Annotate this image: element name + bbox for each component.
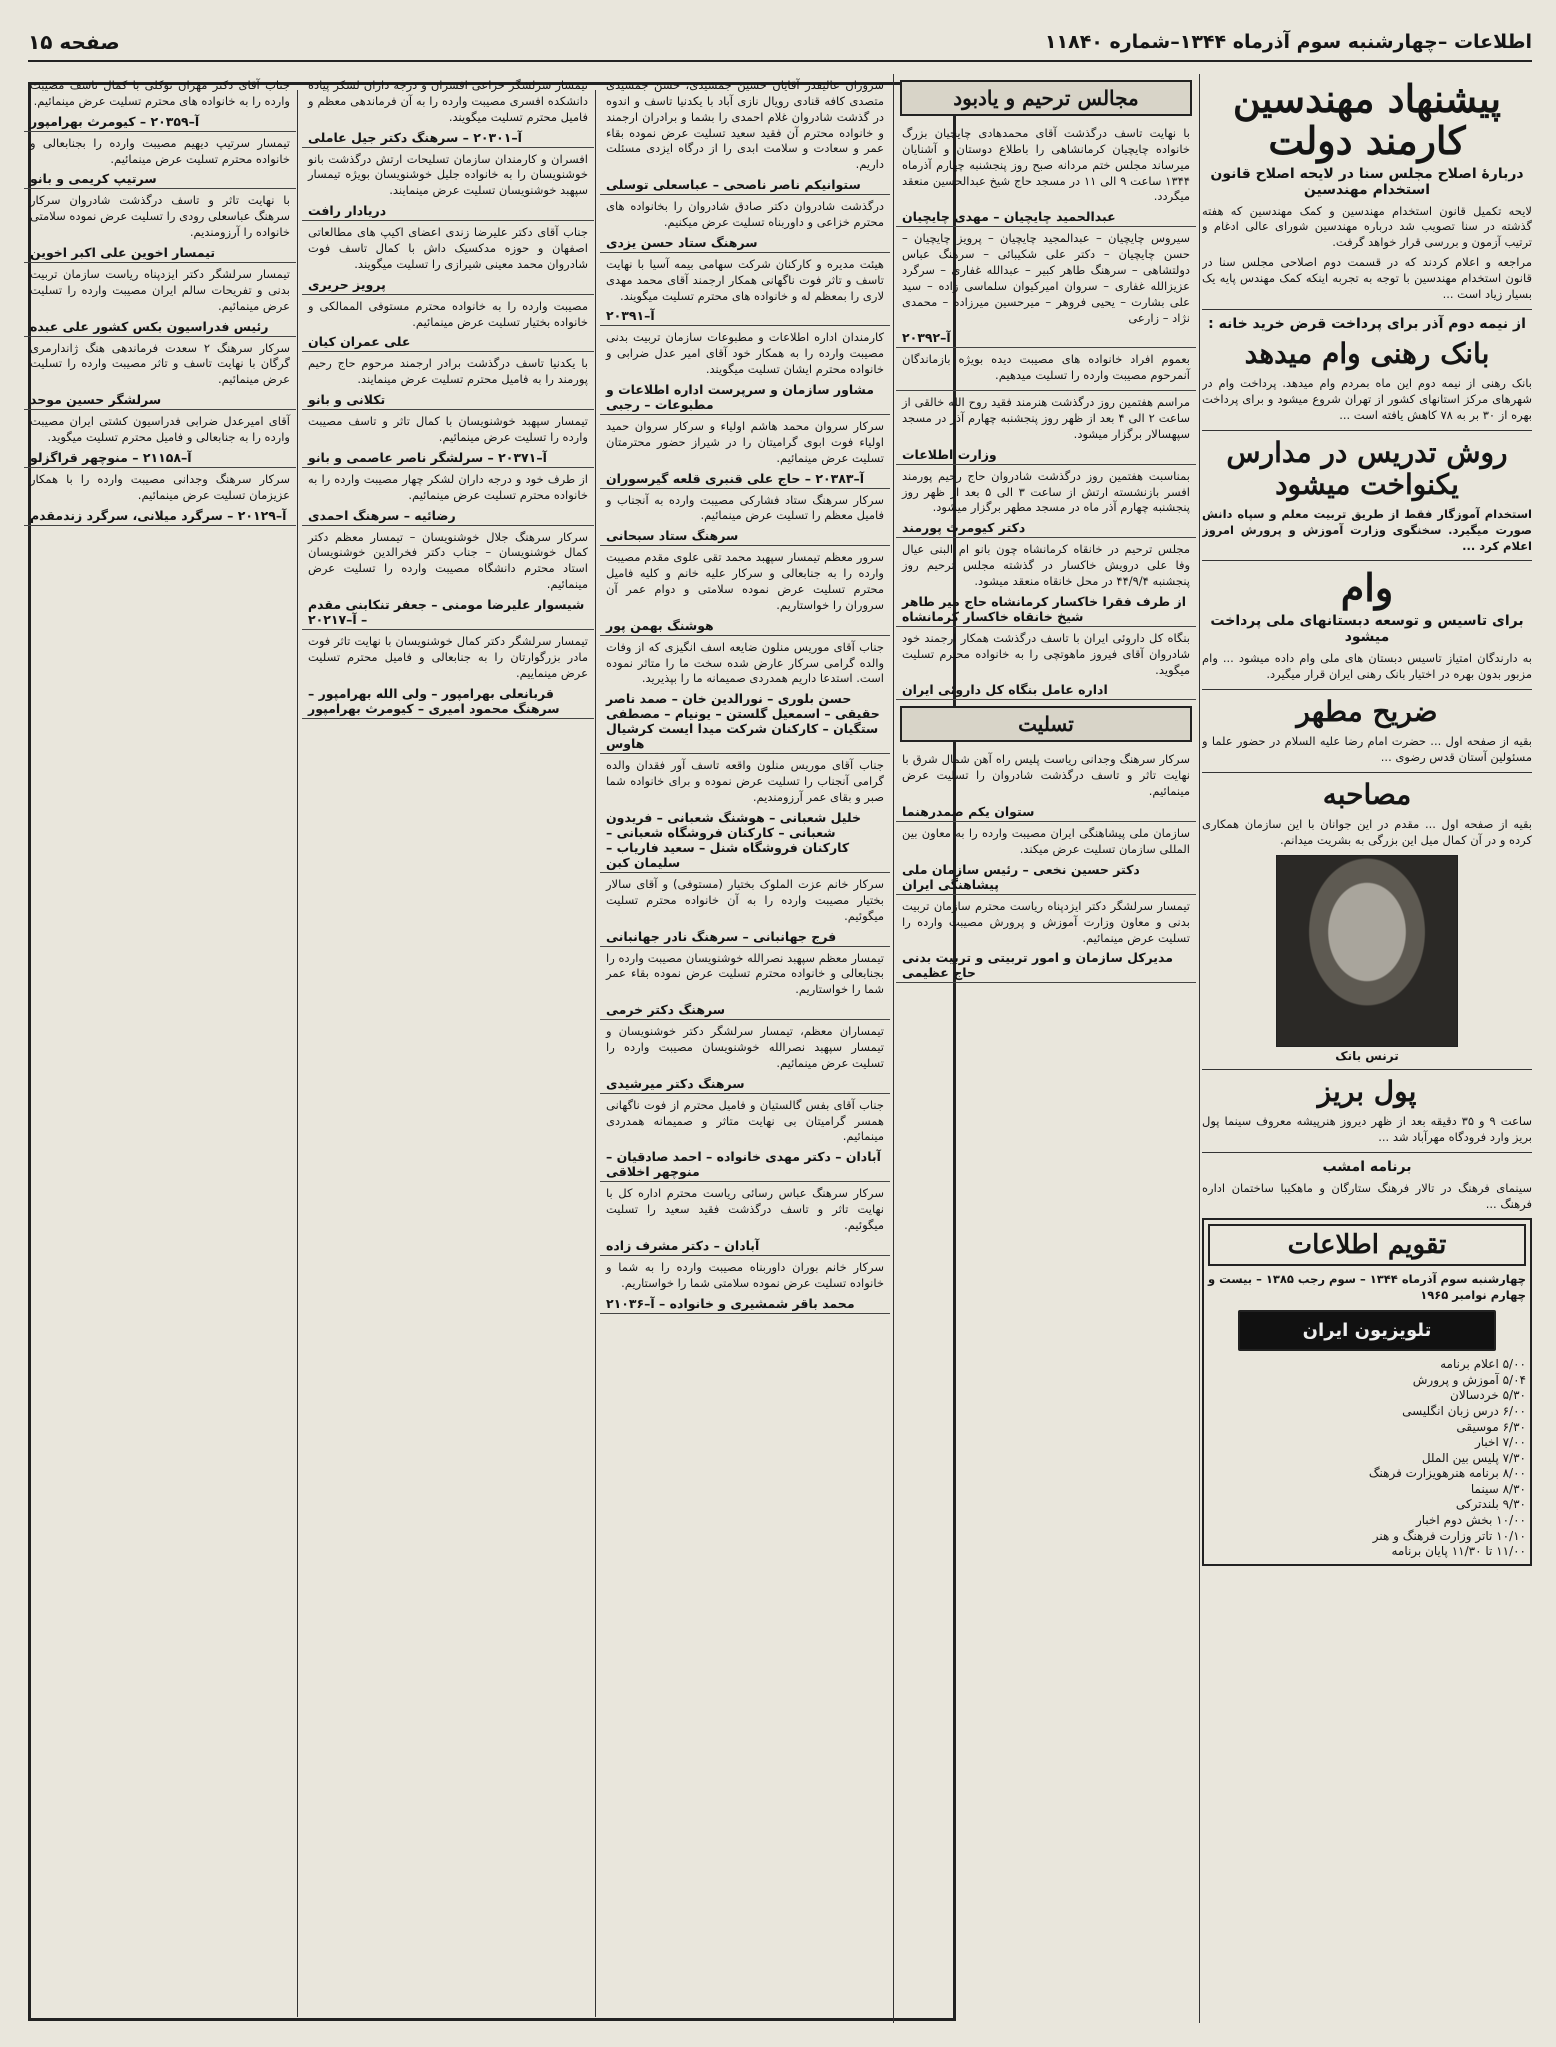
notice-text: سرور معظم تیمسار سپهبد محمد تقی علوی مقدم مصیبت وارده را به جنابعالی و سرکار علیه خانم و کلیه فامیل محترم تسلیت عرض نموده سلامتی و دوام عمر آن سروران را خواستاریم. <box>606 550 884 612</box>
notice-text: سرکار سرهنگ عباس رسائی ریاست محترم اداره کل با نهایت تاثر و تاسف درگذشت فقید سعید را تسلیت میگوئیم. <box>606 1186 884 1232</box>
notice <box>600 326 890 415</box>
schedule-row: ۷/۰۰ اخبار <box>1474 1435 1526 1450</box>
divider <box>1202 1152 1532 1153</box>
notice-signature: سرهنگ ستاد حسن یزدی <box>606 234 758 250</box>
notice-signature: ستوانیکم ناصر ناصحی – عباسعلی توسلی <box>606 177 861 193</box>
bank-kicker: از نیمه دوم آذر برای پرداخت قرض خرید خانه : <box>1208 315 1526 332</box>
notice-text: سازمان ملی پیشاهنگی ایران مصیبت وارده را به معاون بین المللی سازمان تسلیت عرض میکند. <box>902 826 1190 856</box>
notice-signature: آ–۲۰۳۷۱ – سرلشگر ناصر عاصمی و بانو <box>308 449 547 465</box>
notice-text: جناب آقای دکتر علیرضا زندی اعضای اکیپ های مطالعاتی اصفهان و حوزه مدکسیک داش با کمال تاسف فوت شادروان محمد معینی شیرازی را تسلیت میگویند. <box>308 225 588 271</box>
schedule-row: ۱۰/۱۰ تاتر وزارت فرهنگ و هنر <box>1372 1528 1526 1543</box>
notice-text: با یکدنیا تاسف درگذشت برادر ارجمند مرحوم حاج رحیم پورمند را به فامیل محترم تسلیت عرض مینمایند. <box>308 356 588 387</box>
notice <box>302 221 594 295</box>
notice-text: سرکار خانم بوران داوربناه مصیبت وارده را به شما و خانواده تسلیت عرض نموده سلامتی شما را خواستاریم. <box>606 1259 884 1290</box>
notice <box>24 410 296 468</box>
notice <box>896 348 1196 391</box>
notice-signature: حسن بلوری – نورالدین خان – صمد ناصر حقیقی – اسمعیل گلستن – یونیام – مصطفی ستگیان – کارکنان شرکت میدا ایست کرشیال هاوس <box>606 691 880 752</box>
shrine-paragraph: بقیه از صفحه اول ... حضرت امام رضا علیه السلام در حضور علما و مسئولین آستان قدس رضوی ... <box>1202 734 1532 765</box>
notice-text: تیمسار سرلشگر دکتر ایزدپناه ریاست سازمان تربیت بدنی و تفریحات سالم ایران مصیبت وارده را تسلیت عرض مینمائیم. <box>30 267 290 313</box>
notice-signature: دکتر حسین نخعی – رئیس سازمان ملی پیشاهنگی ایران <box>902 861 1140 892</box>
bank-paragraph: بانک رهنی از نیمه دوم این ماه بمردم وام میدهد. پرداخت وام در شهرهای مرکز استانهای کشور از تهران شروع میشود و برای پرداخت بهره از ۳۰ بر به ۷۸ کاهش یافته است ... <box>1202 375 1532 422</box>
bank-headline: بانک رهنی وام میدهد <box>1244 336 1490 370</box>
notice <box>24 74 296 132</box>
notice <box>896 627 1196 701</box>
notice-signature: آ–۲۰۱۲۹ – سرگرد میلانی، سرگرد زندمقدم <box>30 507 287 523</box>
notice-text: مصیبت وارده را به خانواده محترم مستوفی الممالکی و خانواده بختیار تسلیت عرض مینمائیم. <box>308 298 588 329</box>
notice-text: جناب آقای موریس منلون واقعه تاسف آور فقدان والده گرامی آنجناب را تسلیت عرض نموده و برای خانواده شما صبر و بقای عمر آرزومندیم. <box>606 758 884 805</box>
notice <box>600 1182 890 1256</box>
photo-caption: ترنس بانک <box>1335 1048 1399 1063</box>
notice-signature: هوشنگ بهمن پور <box>606 617 714 633</box>
notice-signature: اداره عامل بنگاه کل داروئی ایران <box>902 682 1108 698</box>
notice-text: سروران عالیقدر آقایان حسین جمشیدی، حسن جمشیدی متصدی کافه قنادی رویال نازی آباد با یکدنیا تاسف و اندوه در گذشت شادروان غلام احمدی را بشما و برادران ارجمند و خانواده محترم آن فقید سعید تسلیت عرض نموده بقاء عمر و سعادت و سلامت ابدی را از درگاه ایزدی مسئلت داریم. <box>606 78 884 172</box>
notice-signature: مشاور سازمان و سرپرست اداره اطلاعات و مطبوعات – رجبی <box>606 382 875 413</box>
notice <box>24 468 296 526</box>
notice-text: درگذشت شادروان دکتر صادق شادروان را بخانواده های محترم خزاعی و داوربناه تسلیت عرض میکنیم. <box>606 199 884 230</box>
notice-signature: تیمسار اخوین علی اکبر اخوین <box>30 245 216 261</box>
notice <box>600 253 890 327</box>
column-rule <box>1199 74 1200 2023</box>
notice <box>600 947 890 1021</box>
schedule-row: ۶/۰۰ درس زبان انگلیسی <box>1402 1403 1526 1418</box>
notice <box>600 415 890 489</box>
memorial-notices <box>896 122 1196 700</box>
notice-signature: پرویز حریری <box>308 276 386 292</box>
schedule-row: ۵/۰۴ آموزش و پرورش <box>1412 1372 1526 1387</box>
condolence-notices <box>896 748 1196 983</box>
notice <box>302 630 594 719</box>
notice <box>896 538 1196 627</box>
notice-text: سرکار سرهنگ وجدانی مصیبت وارده را با همکار عزیزمان تسلیت عرض مینمائیم. <box>30 471 290 502</box>
notice-text: جناب آقای دکتر مهران توکلی با کمال تاسف مصیبت وارده را به خانواده های محترم تسلیت عرض مینمائیم. <box>30 78 290 108</box>
notice-text: هیئت مدیره و کارکنان شرکت سهامی بیمه آسیا با نهایت تاسف و تاثر فوت ناگهانی همکار ارجمند آقای محمد مهدی لاری را بمعظم له و خانواده های محترم تسلیت میگویند. <box>606 256 884 303</box>
notice-signature: سرهنگ دکتر خرمی <box>606 1002 726 1018</box>
notice-signature: عبدالحمید چایچیان – مهدی چایچیان <box>902 209 1116 225</box>
column-rule <box>893 74 894 2023</box>
notice-text: جناب آقای بفس گالستیان و فامیل محترم از فوت ناگهانی همسر گرامیتان بی نهایت متاثر و صمیمانه همدردی مینمائیم. <box>606 1097 884 1144</box>
interview-paragraph: بقیه از صفحه اول ... مقدم در این جوانان با این سازمان همکاری کرده و در آن کمال میل این بزرگی به بشریت میدانم. <box>1202 817 1532 847</box>
notice <box>896 122 1196 227</box>
schedule-row: ۸/۳۰ سینما <box>1470 1481 1526 1496</box>
notice-text: بنگاه کل داروئی ایران با تاسف درگذشت همکار ارجمند خود شادروان آقای فیروز ماهوتچی را به خانواده محترم تسلیت میگوید. <box>902 630 1190 677</box>
notice <box>600 754 890 873</box>
paul-headline: پول بریز <box>1317 1074 1417 1108</box>
notice-text: سرکار خانم عزت الملوک بختیار (مستوفی) و آقای سالار بختیار مصیبت وارده را به آن خانواده محترم تسلیت میگوئیم. <box>606 876 884 923</box>
notice <box>600 1020 890 1094</box>
calendar-title: تقویم اطلاعات <box>1208 1224 1526 1266</box>
notice-signature: آبادان – دکتر مهدی خانواده – احمد صادقیان – منوچهر اخلاقی <box>606 1149 881 1180</box>
schedule-row: ۷/۳۰ پلیس بین الملل <box>1421 1450 1526 1465</box>
notice-signature: وزارت اطلاعات <box>902 446 997 462</box>
notice <box>302 295 594 353</box>
notice-signature: مدیرکل سازمان و امور تربیتی و تربیت بدنی حاج عظیمی <box>902 950 1173 981</box>
notice <box>600 636 890 755</box>
schedule-row: ۶/۳۰ موسیقی <box>1456 1419 1526 1434</box>
loan-headline: وام <box>1340 565 1394 611</box>
column-rule <box>595 90 596 2017</box>
teaching-paragraph: استخدام آموزگار فقط از طریق تربیت معلم و سپاه دانش صورت میگیرد. سخنگوی وزارت آموزش و پرورش امروز اعلام کرد ... <box>1202 506 1532 553</box>
column-rule <box>297 90 298 2017</box>
notice-text: با نهایت تاثر و تاسف درگذشت شادروان سرکار سرهنگ عباسعلی رودی را تسلیت عرض نموده سلامتی خانواده را آرزومندیم. <box>30 193 290 240</box>
divider <box>1202 772 1532 773</box>
divider <box>1202 309 1532 310</box>
condolence-notices <box>302 74 594 719</box>
notice-text: تیمسار سپهبد خوشنویسان با کمال تاثر و تاسف مصیبت وارده را تسلیت عرض مینمائیم. <box>308 414 588 445</box>
page-header <box>28 24 1532 62</box>
notice-text: با نهایت تاسف درگذشت آقای محمدهادی چایچیان بزرگ خانواده چایچیان کرمانشاهی را باطلاع دوستان و آشنایان میرساند مجلس ختم مردانه صبح روز پنجشنبه چهارم آذرماه ۱۳۴۴ ساعت ۹ الی ۱۱ در مسجد حاج شیخ عبدالحسین منعقد میگردد. <box>902 126 1190 204</box>
notice-signature: آ–۲۰۳۹۲ <box>902 330 951 346</box>
notice-signature: آ–۲۰۳۵۹ – کیومرث بهرامپور <box>30 113 200 129</box>
notice-signature: سرهنگ دکتر میرشیدی <box>606 1075 745 1091</box>
notice <box>896 895 1196 984</box>
condolence-column-a <box>600 74 890 2023</box>
notice-signature: خلیل شعبانی – هوشنگ شعبانی – فریدون شعبانی – کارکنان فروشگاه شعبانی – کارکنان فروشگاه شنل – سعید فاریاب – سلیمان کبن <box>606 809 861 870</box>
paul-paragraph: ساعت ۹ و ۳۵ دقیقه بعد از ظهر دیروز هنرپیشه معروف سینما پول بریز وارد فرودگاه مهرآباد شد ... <box>1202 1113 1532 1144</box>
notice <box>600 873 890 947</box>
engineers-subhead: دربارهٔ اصلاح مجلس سنا در لایحه اصلاح قانون استخدام مهندسین <box>1210 165 1524 198</box>
notice-text: تیمسار سرلشگر خزاعی افسران و درجه داران لشکر پیاده دانشکده افسری مصیبت وارده را به آن فرماندهی معظم و فامیل محترم تسلیت میگویند. <box>308 78 588 124</box>
notice-text: تیمسار سرلشگر دکتر ایزدپناه ریاست محترم سازمان تربیت بدنی و معاون وزارت آموزش و پرورش مصیبت وارده را تسلیت عرض مینمائیم. <box>902 898 1190 945</box>
notice-signature: شیسوار علیرضا مومنی – جعفر تنکابنی مقدم – آ–۲۰۲۱۷ <box>308 597 585 628</box>
engineers-paragraph: مراجعه و اعلام کردند که در قسمت دوم اصلاحی مجلس سنا در قانون استخدام مهندسین با توجه به تجربه اینکه کمک مهندس پایه یک بسیار زیاد است ... <box>1202 255 1532 301</box>
notice <box>600 195 890 253</box>
notice-text: سرکار سروان محمد هاشم اولیاء و سرکار سروان حمید اولیاء فوت ابوی گرامیتان را در شیراز حضور محترمتان تسلیت عرض مینمائیم. <box>606 419 884 465</box>
shrine-headline: ضریح مطهر <box>1296 694 1438 728</box>
schedule-row: ۹/۳۰ بلندترکی <box>1455 1497 1526 1512</box>
header-page-number: صفحه ۱۵ <box>28 30 120 54</box>
schedule-row: ۵/۳۰ خردسالان <box>1450 1388 1526 1403</box>
memorial-banner: مجالس ترحیم و یادبود <box>900 80 1192 116</box>
notice-text: تیمسار معظم سپهبد نصرالله خوشنویسان مصیبت وارده را بجنابعالی و خانواده محترم تسلیت عرض نموده بقاء عمر شما را خواستاریم. <box>606 950 884 997</box>
calendar-paragraph: چهارشنبه سوم آذرماه ۱۳۴۴ – سوم رجب ۱۳۸۵ – بیست و چهارم نوامبر ۱۹۶۵ <box>1208 1272 1526 1303</box>
notice-signature: دکتر کیومرث پورمند <box>902 520 1026 536</box>
divider <box>1202 560 1532 561</box>
notice-text: تیمسار سرلشگر دکتر کمال خوشنویسان با نهایت تاثر فوت مادر بزرگوارتان را به جنابعالی و فامیل محترم تسلیت عرض مینماییم. <box>308 634 588 680</box>
tv-schedule <box>1208 1357 1526 1560</box>
program-paragraph: سینمای فرهنگ در تالار فرهنگ ستارگان و ماهکیبا ساختمان اداره فرهنگ ... <box>1202 1180 1532 1211</box>
notice-signature: از طرف فقرا خاکسار کرمانشاه حاج میر طاهر شیخ خانقاه خاکسار کرمانشاه <box>902 593 1187 624</box>
engineers-headline: پیشنهاد مهندسین کارمند دولت <box>1232 76 1502 163</box>
notice <box>302 74 594 148</box>
memorial-column <box>896 74 1196 2023</box>
notice-signature: قربانعلی بهرامپور – ولی الله بهرامپور – سرهنگ محمود امیری – کیومرث بهرامپور <box>308 685 560 716</box>
notice-signature: علی عمران کیان <box>308 334 411 350</box>
notice-signature: آ–۲۰۳۸۳ – حاج علی قنبری قلعه گیرسوران <box>606 470 865 486</box>
notice <box>896 227 1196 348</box>
notice-signature: سرتیپ کریمی و بانو <box>30 171 157 187</box>
schedule-row: ۱۰/۰۰ بخش دوم اخبار <box>1415 1513 1526 1528</box>
condolence-column-b <box>302 74 594 2023</box>
divider <box>1202 430 1532 431</box>
schedule-row: ۸/۰۰ برنامه هنرهویزارت فرهنگ <box>1368 1466 1526 1481</box>
notice-signature: رضائیه – سرهنگ احمدی <box>308 507 456 523</box>
notice <box>302 468 594 526</box>
notice-signature: آ–۲۱۱۵۸ – منوچهر قراگزلو <box>30 449 192 465</box>
notice-text: بعموم افراد خانواده های مصیبت دیده بویژه بازماندگان آنمرحوم مصیبت وارده را تسلیت میدهیم. <box>902 352 1190 383</box>
notice-text: سرکار سرهنگ ستاد فشارکی مصیبت وارده به آنجناب و فامیل معظم را تسلیت عرض مینمائیم. <box>606 492 884 523</box>
notice-text: سیروس چایچیان – عبدالمجید چایچیان – پرویز چایچیان – حسن چایچیان – دکتر علی شکیبائی – سرهنگ عباس دولتشاهی – سرهنگ طاهر کبیر – عبدالله غفاری – سرگرد عزیزالله غفاری – سروان امیرکیوان سلماسی زاده – سید علی بشارت – یحیی فروهر – میرحسین میرزاده – محمدی نژاد – زارعی <box>902 231 1190 325</box>
notice-signature: دریادار رافت <box>308 203 387 219</box>
notice-text: بمناسبت هفتمین روز درگذشت شادروان حاج رحیم پورمند افسر بازنشسته ارتش از ساعت ۳ الی ۵ بعد از ظهر روز پنجشنبه چهارم آذر ماه در مسجد مطهر برگزار میشود. <box>902 468 1190 515</box>
notice-text: سرکار سرهنگ جلال خوشنویسان – تیمسار معظم دکتر کمال خوشنویسان – جناب دکتر فخرالدین خوشنویسان استاد محترم دانشگاه مصیبت وارده را تسلیت عرض مینمائیم. <box>308 529 588 592</box>
notice <box>896 465 1196 539</box>
notice-signature: تکلانی و بانو <box>308 392 386 408</box>
divider <box>1202 689 1532 690</box>
condolence-notices <box>24 74 296 526</box>
schedule-row: ۵/۰۰ اعلام برنامه <box>1440 1357 1526 1372</box>
notice <box>24 132 296 190</box>
notice <box>600 489 890 547</box>
interview-headline: مصاحبه <box>1322 777 1412 811</box>
notice-text: سرکار سرهنگ ۲ سعدت فرماندهی هنگ ژاندارمری گرگان با نهایت تاسف و تاثر مصیبت وارده را تسلیت عرض مینمائیم. <box>30 340 290 387</box>
notice-text: جناب آقای موریس منلون ضایعه اسف انگیزی که از وفات والده گرامی سرکار عارض شده سخت ما را متاثر نموده است. استدعا داریم همدردی صمیمانه ما را بپذیرید. <box>606 639 884 686</box>
notice-text: تیمسار سرتیپ دیهیم مصیبت وارده را بجنابعالی و خانواده محترم تسلیت عرض مینمائیم. <box>30 135 290 166</box>
notice <box>896 748 1196 822</box>
notice-signature: ستوان یکم صمدرهنما <box>902 804 1035 820</box>
tv-logo: تلویزیون ایران <box>1238 1310 1496 1351</box>
notice <box>600 74 890 195</box>
notice <box>24 189 296 263</box>
news-column <box>1202 74 1532 2023</box>
notice-signature: آبادان – دکتر مشرف زاده <box>606 1237 760 1253</box>
notice <box>24 337 296 411</box>
notice-signature: محمد باقر شمشیری و خانواده – آ–۲۱۰۳۶ <box>606 1295 855 1311</box>
loan-subhead: برای تاسیس و توسعه دبستانهای ملی پرداخت میشود <box>1210 613 1524 646</box>
notice <box>600 1094 890 1183</box>
notice-text: مجلس ترحیم در خانقاه کرمانشاه چون بانو ام البنی عیال وفا علی درویش خاکسار در گذشته مجلس ترحیم روز پنجشنبه ۴۴/۹/۴ در محل خانقاه منعقد میشود. <box>902 542 1190 589</box>
condolence-column-c <box>24 74 296 2023</box>
notice-text: سرکار سرهنگ وجدانی ریاست پلیس راه آهن شمال شرق با نهایت تاثر و تاسف درگذشت شادروان را تسلیت عرض مینمائیم. <box>902 752 1190 799</box>
notice <box>302 526 594 630</box>
notice-text: مراسم هفتمین روز درگذشت هنرمند فقید روح الله خالقی از ساعت ۲ الی ۴ بعد از ظهر روز پنجشنبه چهارم آذر در مسجد سپهسالار برگزار میشود. <box>902 395 1190 441</box>
condolence-banner: تسلیت <box>900 706 1192 742</box>
notice-signature: سرلشگر حسین موحد <box>30 392 162 408</box>
notice <box>302 410 594 468</box>
notice <box>600 1256 890 1314</box>
notice-signature: فرج جهانبانی – سرهنگ نادر جهانبانی <box>606 928 837 944</box>
program-title: برنامه امشب <box>1322 1158 1412 1175</box>
notice <box>896 391 1196 465</box>
engineers-paragraph: لایحه تکمیل قانون استخدام مهندسین و کمک مهندسین که هفته گذشته در سنا تصویب شد درباره مهندسین شورای عالی ادغام و ترتیب آزمون و بررسی قرار خواهد گرفت. <box>1202 203 1532 250</box>
notice <box>302 148 594 222</box>
notice <box>600 546 890 635</box>
schedule-row: ۱۱/۰۰ تا ۱۱/۳۰ پایان برنامه <box>1391 1544 1526 1559</box>
calendar-box <box>1202 1218 1532 1565</box>
header-issue-info: اطلاعات –چهارشنبه سوم آذرماه ۱۳۴۴–شماره ۱۱۸۴۰ <box>1044 31 1532 53</box>
notice <box>24 263 296 337</box>
notice-text: تیمساران معظم، تیمسار سرلشگر دکتر خوشنویسان و تیمسار سپهبد نصرالله خوشنویسان مصیبت وارده را تسلیت عرض مینمائیم. <box>606 1024 884 1070</box>
notice-signature: سرهنگ ستاد سبحانی <box>606 528 739 544</box>
condolence-notices <box>600 74 890 1314</box>
teaching-headline: روش تدریس در مدارس یکنواخت میشود <box>1226 435 1508 501</box>
notice-text: از طرف خود و درجه داران لشکر چهار مصیبت وارده را به خانواده محترم تسلیت عرض مینمائیم. <box>308 471 588 502</box>
notice-text: کارمندان اداره اطلاعات و مطبوعات سازمان تربیت بدنی مصیبت وارده را به همکار خود آقای امیر عدل ضرابی و خانواده محترم ایشان تسلیت میگویند. <box>606 330 884 377</box>
notice-signature: آ–۲۰۳۰۱ – سرهنگ دکتر جیل عاملی <box>308 129 522 145</box>
notice-signature: آ–۲۰۳۹۱ <box>606 308 655 324</box>
notice-text: آقای امیرعدل ضرابی فدراسیون کشتی ایران مصیبت وارده را به جنابعالی و فامیل محترم تسلیت میگوید. <box>30 414 290 445</box>
divider <box>1202 1069 1532 1070</box>
notice <box>896 822 1196 895</box>
portrait-photo <box>1276 855 1458 1047</box>
notice-signature: رئیس فدراسیون بکس کشور علی عبده <box>30 318 269 334</box>
loan-paragraph: به دارندگان امتیاز تاسیس دبستان های ملی وام داده میشود ... وام مزبور بدون بهره در اختیار بانک رهنی ایران قرار میگیرد. <box>1202 651 1532 682</box>
notice <box>302 352 594 410</box>
notice-text: افسران و کارمندان سازمان تسلیحات ارتش درگذشت بانو خوشنویسان را به خانواده جلیل خوشنویسان بویژه تیمسار سپهبد خوشنویسان تسلیت عرض مینمایند. <box>308 151 588 198</box>
